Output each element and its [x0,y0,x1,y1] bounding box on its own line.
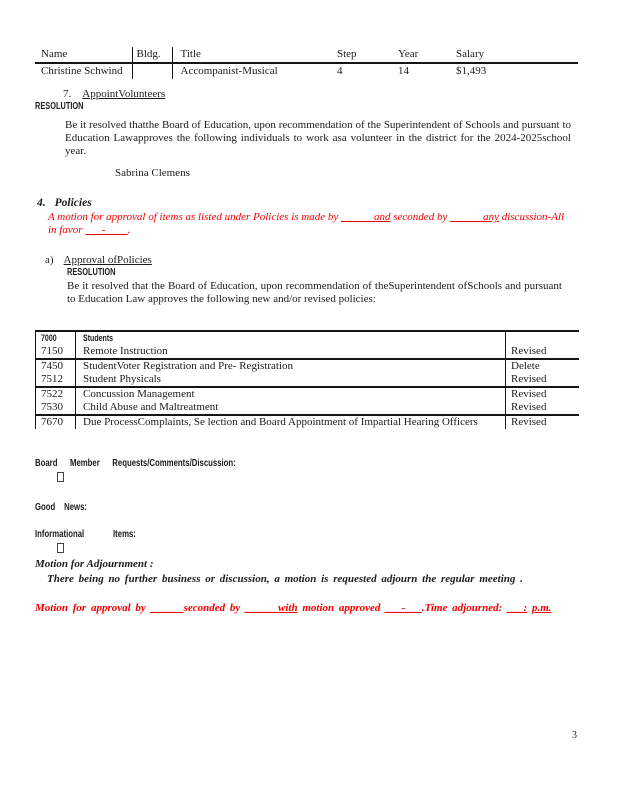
policies-table [35,330,579,429]
adjournment-body: There being no further business or discussion, a motion is requested adjourn the regular meeting . [47,573,523,585]
final-motion-text: Motion for approval by ______seconded by ______with motion approved ___-___.Time adjourned: ___: p.m. [35,602,552,614]
cell-title: Accompanist-Musical [180,65,278,77]
checkbox-line [57,472,578,483]
col-header-salary: Salary [456,47,578,63]
cell-salary: $1,493 [456,65,487,77]
resolution-label [67,267,578,279]
personnel-table-header-row [35,47,578,63]
policy-row [36,345,579,359]
volunteer-name: Sabrina Clemens [115,167,190,179]
policy-status: Revised [506,401,579,415]
cell-bldg [132,63,172,79]
policy-title: Concussion Management [76,387,506,401]
policy-status: Delete [506,359,579,373]
board-member-heading-text: Board Member Requests/Comments/Discussion: [35,457,236,469]
col-header-name: Name [35,47,132,63]
policy-code: 7000 [36,331,76,345]
policy-title: Child Abuse and Maltreatment [83,401,219,413]
policy-status: Revised [506,387,579,401]
board-member-heading [35,457,578,470]
item-number: 4. [37,197,46,209]
policy-title: Student Physicals [83,373,161,385]
policy-row [36,359,579,373]
policy-status: Revised [506,345,579,359]
resolution-label-text: RESOLUTION [35,101,84,112]
col-header-bldg: Bldg. [132,47,172,63]
informational-items-heading-text: Informational Items: [35,528,136,540]
item-title: AppointVolunteers [82,88,166,100]
good-news-heading-text: Good News: [35,501,87,513]
page-number: 3 [572,730,577,741]
policy-code: 7512 [36,373,76,387]
item-number: 7. [63,88,72,100]
empty-checkbox-icon [57,472,64,482]
policy-title: Due ProcessComplaints, Se lection and Board Appointment of Impartial Hearing Officers [76,415,506,429]
policy-row [36,415,579,429]
resolution-label [35,101,578,113]
good-news-heading [35,501,578,514]
policy-code: 7450 [36,359,76,373]
cell-year: 14 [398,65,409,77]
adjournment-heading: Motion for Adjournment : [35,558,154,570]
col-header-title: Title [172,47,337,63]
cell-step: 4 [337,65,343,77]
policy-code: 7522 [36,387,76,401]
policy-code: 7530 [36,401,76,415]
policy-row [36,401,579,415]
appoint-volunteers-heading [63,88,578,101]
policy-status [506,331,579,345]
policy-code: 7150 [36,345,76,359]
personnel-table-row [35,63,578,79]
informational-items-heading [35,528,578,541]
cell-name: Christine Schwind [35,63,132,79]
policy-row [36,373,579,387]
approval-of-policies-heading [45,254,578,267]
empty-checkbox-icon [57,543,64,553]
resolution-body: Be it resolved thatthe Board of Education, upon recommendation of the Superintendent of Schools and pursuant to Education Lawapproves the following individuals to work asa volunteer in the district for the 2024-2025school year. [65,119,571,157]
resolution-label-text: RESOLUTION [67,267,116,278]
policy-status: Revised [506,373,579,387]
policy-title: StudentVoter Registration and Pre- Registration [76,359,506,373]
col-header-step: Step [337,47,398,63]
policies-motion-text: A motion for approval of items as listed under Policies is made by ______and seconded by ______any discussion-All in favor ___-____. [48,211,565,236]
col-header-year: Year [398,47,456,63]
policy-row [36,331,579,345]
policy-code: 7670 [36,415,76,429]
policy-title: Remote Instruction [83,345,168,357]
policy-title: Students [83,333,114,344]
policy-status: Revised [506,415,579,429]
policy-row [36,387,579,401]
item-title: Policies [54,197,92,209]
item-letter: a) [45,254,54,266]
personnel-table [35,47,578,79]
checkbox-line [57,543,578,554]
item-title: Approval ofPolicies [63,254,152,266]
policies-heading [37,197,578,210]
resolution-body: Be it resolved that the Board of Education, upon recommendation of theSuperintendent ofSchools and pursuant to Education Law approves the following new and/or revised policies: [67,280,562,305]
